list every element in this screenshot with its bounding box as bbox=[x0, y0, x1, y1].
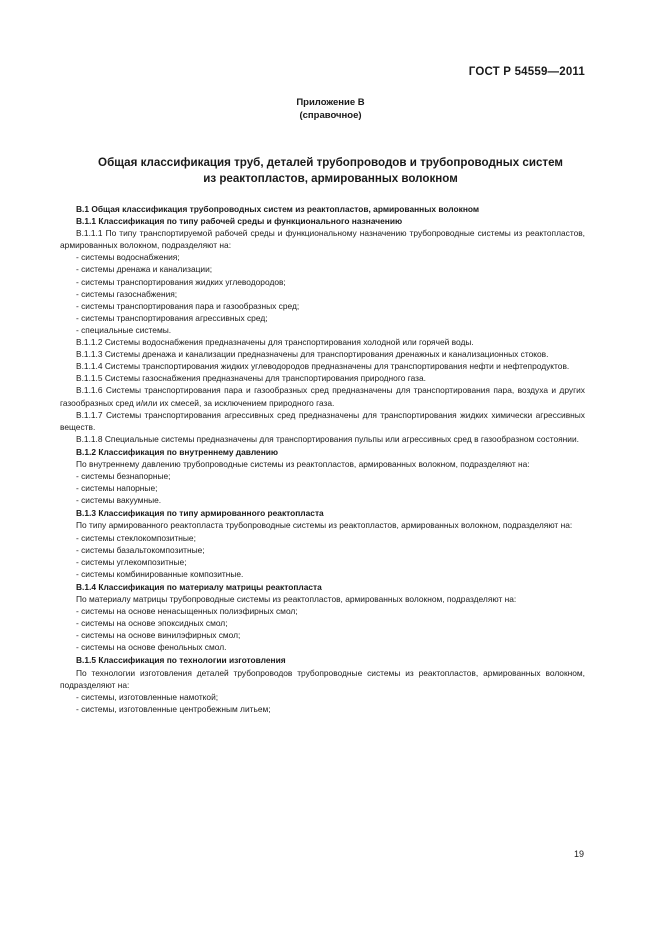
list-item: - системы дренажа и канализации; bbox=[76, 264, 213, 275]
list-item: - системы на основе эпоксидных смол; bbox=[76, 618, 228, 629]
document-body bbox=[60, 203, 585, 715]
paragraph-b13: По типу армированного реактопласта трубопроводные системы из реактопластов, армированных волокном, подразделяют на: bbox=[76, 520, 573, 531]
list-item: - системы вакуумные. bbox=[76, 495, 162, 506]
list-item: - специальные системы. bbox=[76, 324, 172, 335]
list-item: - системы газоснабжения; bbox=[76, 288, 178, 299]
list-item: - системы транспортирования жидких углеводородов; bbox=[76, 276, 286, 287]
list-item: - системы базальтокомпозитные; bbox=[76, 544, 205, 555]
section-heading-b14: В.1.4 Классификация по материалу матрицы реактопласта bbox=[76, 581, 322, 592]
list-item: - системы углекомпозитные; bbox=[76, 556, 187, 567]
annex-title: Приложение В bbox=[296, 97, 365, 108]
annex-heading bbox=[0, 96, 661, 122]
list-item: - системы водоснабжения; bbox=[76, 252, 180, 263]
list-item: - системы напорные; bbox=[76, 483, 158, 494]
list-item: - системы стеклокомпозитные; bbox=[76, 532, 196, 543]
list-item: - системы, изготовленные центробежным литьем; bbox=[76, 703, 271, 714]
paragraph-b14: По материалу матрицы трубопроводные системы из реактопластов, армированных волокном, подразделяют на: bbox=[76, 594, 517, 604]
document-title-line-1: Общая классификация труб, деталей трубопроводов и трубопроводных систем bbox=[98, 156, 563, 169]
paragraph-b115: В.1.1.5 Системы газоснабжения предназначены для транспортирования природного газа. bbox=[76, 373, 426, 384]
list-item: - системы комбинированные композитные. bbox=[76, 568, 244, 579]
paragraph-b114: В.1.1.4 Системы транспортирования жидких углеводородов предназначены для транспортирования нефти и нефтепродуктов. bbox=[76, 361, 570, 372]
paragraph-b118: В.1.1.8 Специальные системы предназначены для транспортирования пульпы или агрессивных сред в газообразном состоянии. bbox=[76, 433, 579, 444]
list-item: - системы на основе ненасыщенных полиэфирных смол; bbox=[76, 606, 298, 617]
paragraph-b15: По технологии изготовления деталей трубопроводов трубопроводные системы из реактопластов, армированных волокном, подразделяют на: bbox=[60, 667, 585, 690]
section-heading-b1: В.1 Общая классификация трубопроводных систем из реактопластов, армированных волокном bbox=[76, 204, 480, 214]
paragraph-b112: В.1.1.2 Системы водоснабжения предназначены для транспортирования холодной или горячей воды. bbox=[76, 337, 474, 348]
document-title-line-2: из реактопластов, армированных волокном bbox=[203, 172, 458, 185]
list-item: - системы на основе винилэфирных смол; bbox=[76, 630, 241, 641]
section-heading-b13: В.1.3 Классификация по типу армированного реактопласта bbox=[76, 508, 324, 519]
paragraph-b117: В.1.1.7 Системы транспортирования агрессивных сред предназначены для транспортирования жидких химически агрессивных веществ. bbox=[60, 409, 585, 432]
document-title bbox=[0, 155, 661, 187]
paragraph-b111: В.1.1.1 По типу транспортируемой рабочей среды и функциональному назначению трубопроводные системы из реактопластов, армированных волокном, подразделяют на: bbox=[60, 228, 585, 251]
page-number: 19 bbox=[573, 849, 584, 859]
list-item: - системы безнапорные; bbox=[76, 471, 171, 482]
section-heading-b12: В.1.2 Классификация по внутреннему давлению bbox=[76, 446, 279, 457]
paragraph-b116: В.1.1.6 Системы транспортирования пара и газообразных сред предназначены для транспортирования пара, воздуха и других газообразных сред и/или их смесей, за исключением природного газа. bbox=[60, 385, 585, 408]
list-item: - системы, изготовленные намоткой; bbox=[76, 691, 219, 702]
list-item: - системы на основе фенольных смол. bbox=[76, 642, 227, 653]
list-item: - системы транспортирования агрессивных сред; bbox=[76, 312, 268, 323]
section-heading-b11: В.1.1 Классификация по типу рабочей среды и функционального назначению bbox=[76, 216, 403, 227]
list-item: - системы транспортирования пара и газообразных сред; bbox=[76, 300, 300, 311]
paragraph-b12: По внутреннему давлению трубопроводные системы из реактопластов, армированных волокном, подразделяют на: bbox=[76, 458, 530, 469]
paragraph-b113: В.1.1.3 Системы дренажа и канализации предназначены для транспортирования дренажных и канализационных стоков. bbox=[76, 349, 549, 360]
section-heading-b15: В.1.5 Классификация по технологии изготовления bbox=[76, 655, 286, 666]
annex-note: (справочное) bbox=[299, 110, 362, 121]
standard-number: ГОСТ Р 54559—2011 bbox=[468, 66, 585, 78]
